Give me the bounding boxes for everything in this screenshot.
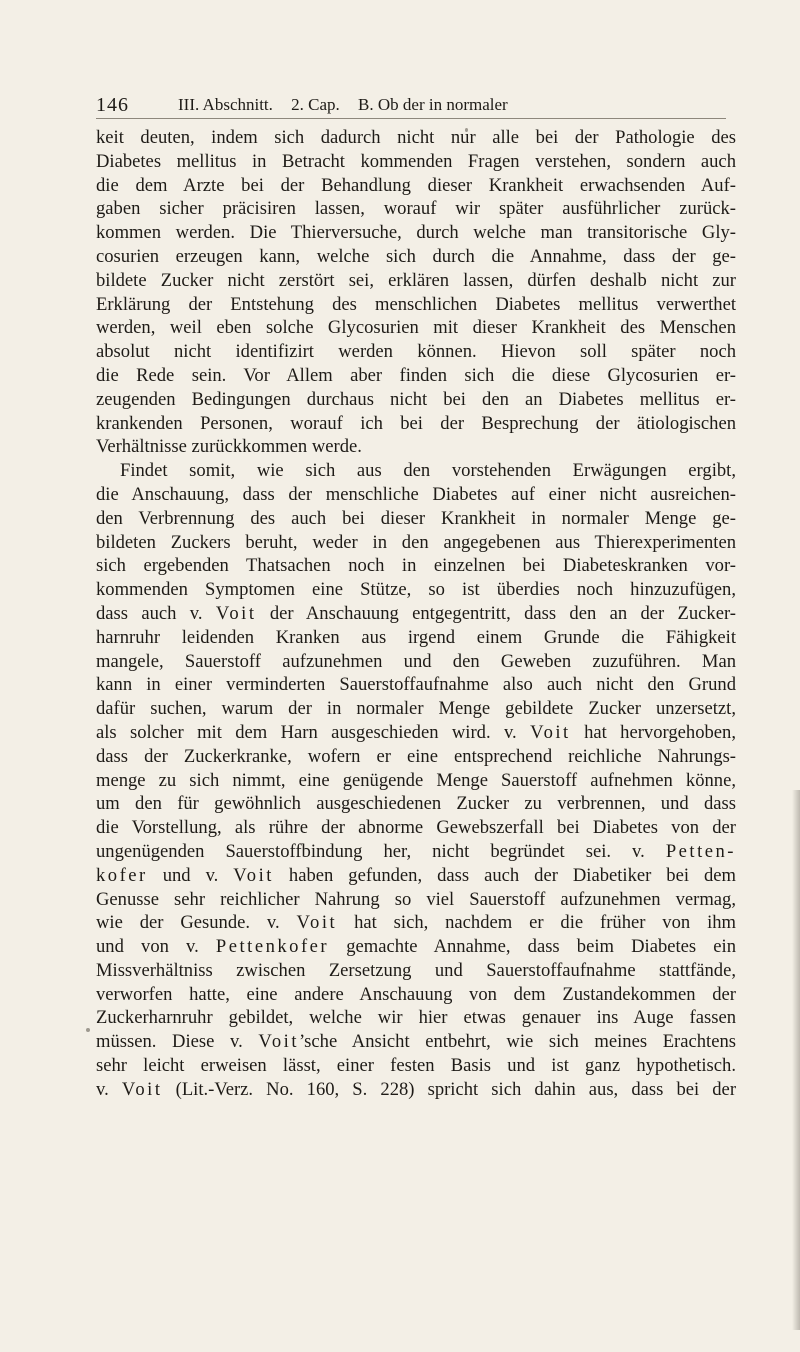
- text-line: [96, 769, 736, 793]
- text-fragment: Zuckerharnruhr gebildet, welche wir hier etwas genauer ins Auge fassen: [96, 1007, 736, 1029]
- text-fragment: dass auch v.: [96, 602, 216, 624]
- text-line: [96, 316, 736, 340]
- text-fragment: werden, weil eben solche Glycosurien mit dieser Krankheit des Menschen: [96, 317, 736, 339]
- text-line: [96, 174, 736, 198]
- text-fragment: harnruhr leidenden Kranken aus irgend einem Grunde die Fähigkeit: [96, 626, 736, 648]
- text-line: [96, 483, 736, 507]
- text-line: [96, 959, 736, 983]
- body-text: [96, 126, 736, 1102]
- text-line: [96, 221, 736, 245]
- text-line: [96, 459, 736, 483]
- part-label: III. Abschnitt.: [178, 95, 273, 114]
- text-fragment: ungenügenden Sauerstoffbindung her, nicht begründet sei. v.: [96, 840, 666, 862]
- text-fragment: mangele, Sauerstoff aufzunehmen und den Geweben zuzuführen. Man: [96, 650, 736, 672]
- text-line: [96, 245, 736, 269]
- text-fragment: den Verbrennung des auch bei dieser Krankheit in normaler Menge ge-: [96, 507, 736, 529]
- author-name: Voit: [121, 1078, 163, 1100]
- text-fragment: kann in einer verminderten Sauerstoffaufnahme also auch nicht den Grund: [96, 674, 736, 696]
- text-line: [96, 792, 736, 816]
- text-fragment: die Vorstellung, als rühre der abnorme Gewebszerfall bei Diabetes von der: [96, 817, 736, 839]
- text-fragment: (Lit.-Verz. No. 160, S. 228) spricht sich dahin aus, dass bei der: [162, 1078, 737, 1100]
- text-fragment: Diabetes mellitus in Betracht kommenden Fragen verstehen, sondern auch: [96, 150, 736, 172]
- text-fragment: und von v.: [96, 936, 216, 958]
- text-fragment: und v.: [147, 864, 234, 886]
- text-line: [96, 435, 736, 459]
- text-fragment: v.: [96, 1078, 122, 1100]
- text-line: [96, 197, 736, 221]
- text-fragment: um den für gewöhnlich ausgeschiedenen Zucker zu verbrennen, und dass: [96, 793, 736, 815]
- text-line: [96, 816, 736, 840]
- text-fragment: menge zu sich nimmt, eine genügende Menge Sauerstoff aufnehmen könne,: [96, 769, 736, 791]
- text-line: [96, 840, 736, 864]
- text-line: [96, 269, 736, 293]
- text-fragment: dass der Zuckerkranke, wofern er eine entsprechend reichliche Nahrungs-: [96, 745, 736, 767]
- text-line: [96, 364, 736, 388]
- text-line: [96, 888, 736, 912]
- text-fragment: Genusse sehr reichlicher Nahrung so viel Sauerstoff aufzunehmen vermag,: [96, 888, 736, 910]
- text-line: [96, 745, 736, 769]
- print-speck: [86, 1028, 90, 1032]
- text-fragment: sehr leicht erweisen lässt, einer festen Basis und ist ganz hypothetisch.: [96, 1055, 736, 1077]
- running-header: [96, 88, 726, 119]
- text-line: [96, 650, 736, 674]
- author-name: Voit: [215, 602, 257, 624]
- running-head-title: [178, 95, 522, 115]
- text-line: [96, 1078, 736, 1102]
- text-fragment: zeugenden Bedingungen durchaus nicht bei den an Diabetes mellitus er-: [96, 388, 736, 410]
- text-line: [96, 531, 736, 555]
- text-line: [96, 983, 736, 1007]
- text-fragment: hat hervorgehoben,: [570, 721, 736, 743]
- text-line: [96, 673, 736, 697]
- text-fragment: der Anschauung entgegentritt, dass den an der Zucker-: [256, 602, 736, 624]
- text-fragment: bildeten Zuckers beruht, weder in den angegebenen aus Thierexperimenten: [96, 531, 736, 553]
- text-line: [96, 911, 736, 935]
- text-fragment: ’sche Ansicht entbehrt, wie sich meines Erachtens: [299, 1031, 736, 1053]
- text-line: [96, 578, 736, 602]
- text-line: [96, 126, 736, 150]
- text-line: [96, 507, 736, 531]
- text-line: [96, 721, 736, 745]
- text-fragment: Erklärung der Entstehung des menschlichen Diabetes mellitus verwerthet: [96, 293, 736, 315]
- author-name: Voit: [296, 912, 338, 934]
- author-name: Pettenkofer: [215, 936, 330, 958]
- text-fragment: absolut nicht identifizirt werden können. Hievon soll später noch: [96, 341, 736, 363]
- text-fragment: krankenden Personen, worauf ich bei der Besprechung der ätiologischen: [96, 412, 736, 434]
- author-name: Voit: [258, 1031, 299, 1053]
- text-fragment: sich ergebenden Thatsachen noch in einzelnen bei Diabeteskranken vor-: [96, 555, 736, 577]
- text-fragment: cosurien erzeugen kann, welche sich durch die Annahme, dass der ge-: [96, 245, 736, 267]
- text-line: [96, 554, 736, 578]
- text-line: [96, 1030, 736, 1054]
- text-line: [96, 1006, 736, 1030]
- text-fragment: wie der Gesunde. v.: [96, 912, 297, 934]
- text-line: [96, 388, 736, 412]
- text-fragment: die dem Arzte bei der Behandlung dieser Krankheit erwachsenden Auf-: [96, 174, 736, 196]
- text-fragment: die Anschauung, dass der menschliche Diabetes auf einer nicht ausreichen-: [96, 483, 736, 505]
- text-fragment: gaben sicher präcisiren lassen, worauf wir später ausführlicher zurück-: [96, 198, 736, 220]
- text-line: [96, 150, 736, 174]
- page-edge-shadow: [792, 790, 800, 1330]
- text-line: [96, 293, 736, 317]
- section-label: B. Ob der in normaler: [358, 95, 508, 114]
- author-name: Voit: [233, 864, 274, 886]
- text-fragment: dafür suchen, warum der in normaler Menge gebildete Zucker unzersetzt,: [96, 698, 736, 720]
- text-line: [96, 602, 736, 626]
- text-fragment: gemachte Annahme, dass beim Diabetes ein: [329, 936, 736, 958]
- author-name: Voit: [530, 721, 571, 743]
- text-fragment: bildete Zucker nicht zerstört sei, erklären lassen, dürfen deshalb nicht zur: [96, 269, 736, 291]
- chapter-label: 2. Cap.: [291, 95, 340, 114]
- text-line: [96, 1054, 736, 1078]
- text-line: [96, 626, 736, 650]
- text-line: [96, 697, 736, 721]
- text-fragment: als solcher mit dem Harn ausgeschieden wird. v.: [96, 721, 531, 743]
- text-line: [96, 864, 736, 888]
- text-fragment: kommen werden. Die Thierversuche, durch welche man transitorische Gly-: [96, 222, 736, 244]
- text-fragment: Findet somit, wie sich aus den vorstehenden Erwägungen ergibt,: [120, 460, 736, 482]
- text-fragment: haben gefunden, dass auch der Diabetiker bei dem: [273, 864, 736, 886]
- text-fragment: müssen. Diese v.: [96, 1031, 259, 1053]
- text-fragment: kommenden Symptomen eine Stütze, so ist überdies noch hinzuzufügen,: [96, 579, 736, 601]
- page-number: 146: [96, 94, 129, 116]
- text-line: [96, 412, 736, 436]
- author-name: kofer: [96, 864, 148, 886]
- text-fragment: verworfen hatte, eine andere Anschauung von dem Zustandekommen der: [96, 983, 736, 1005]
- text-line: [96, 935, 736, 959]
- text-fragment: hat sich, nachdem er die früher von ihm: [337, 912, 736, 934]
- text-fragment: Missverhältniss zwischen Zersetzung und Sauerstoffaufnahme stattfände,: [96, 959, 736, 981]
- text-fragment: Verhältnisse zurückkommen werde.: [96, 436, 362, 458]
- text-fragment: keit deuten, indem sich dadurch nicht nur alle bei der Pathologie des: [96, 127, 736, 148]
- author-name: Petten-: [665, 840, 736, 862]
- text-fragment: die Rede sein. Vor Allem aber finden sich die diese Glycosurien er-: [96, 364, 736, 386]
- text-line: [96, 340, 736, 364]
